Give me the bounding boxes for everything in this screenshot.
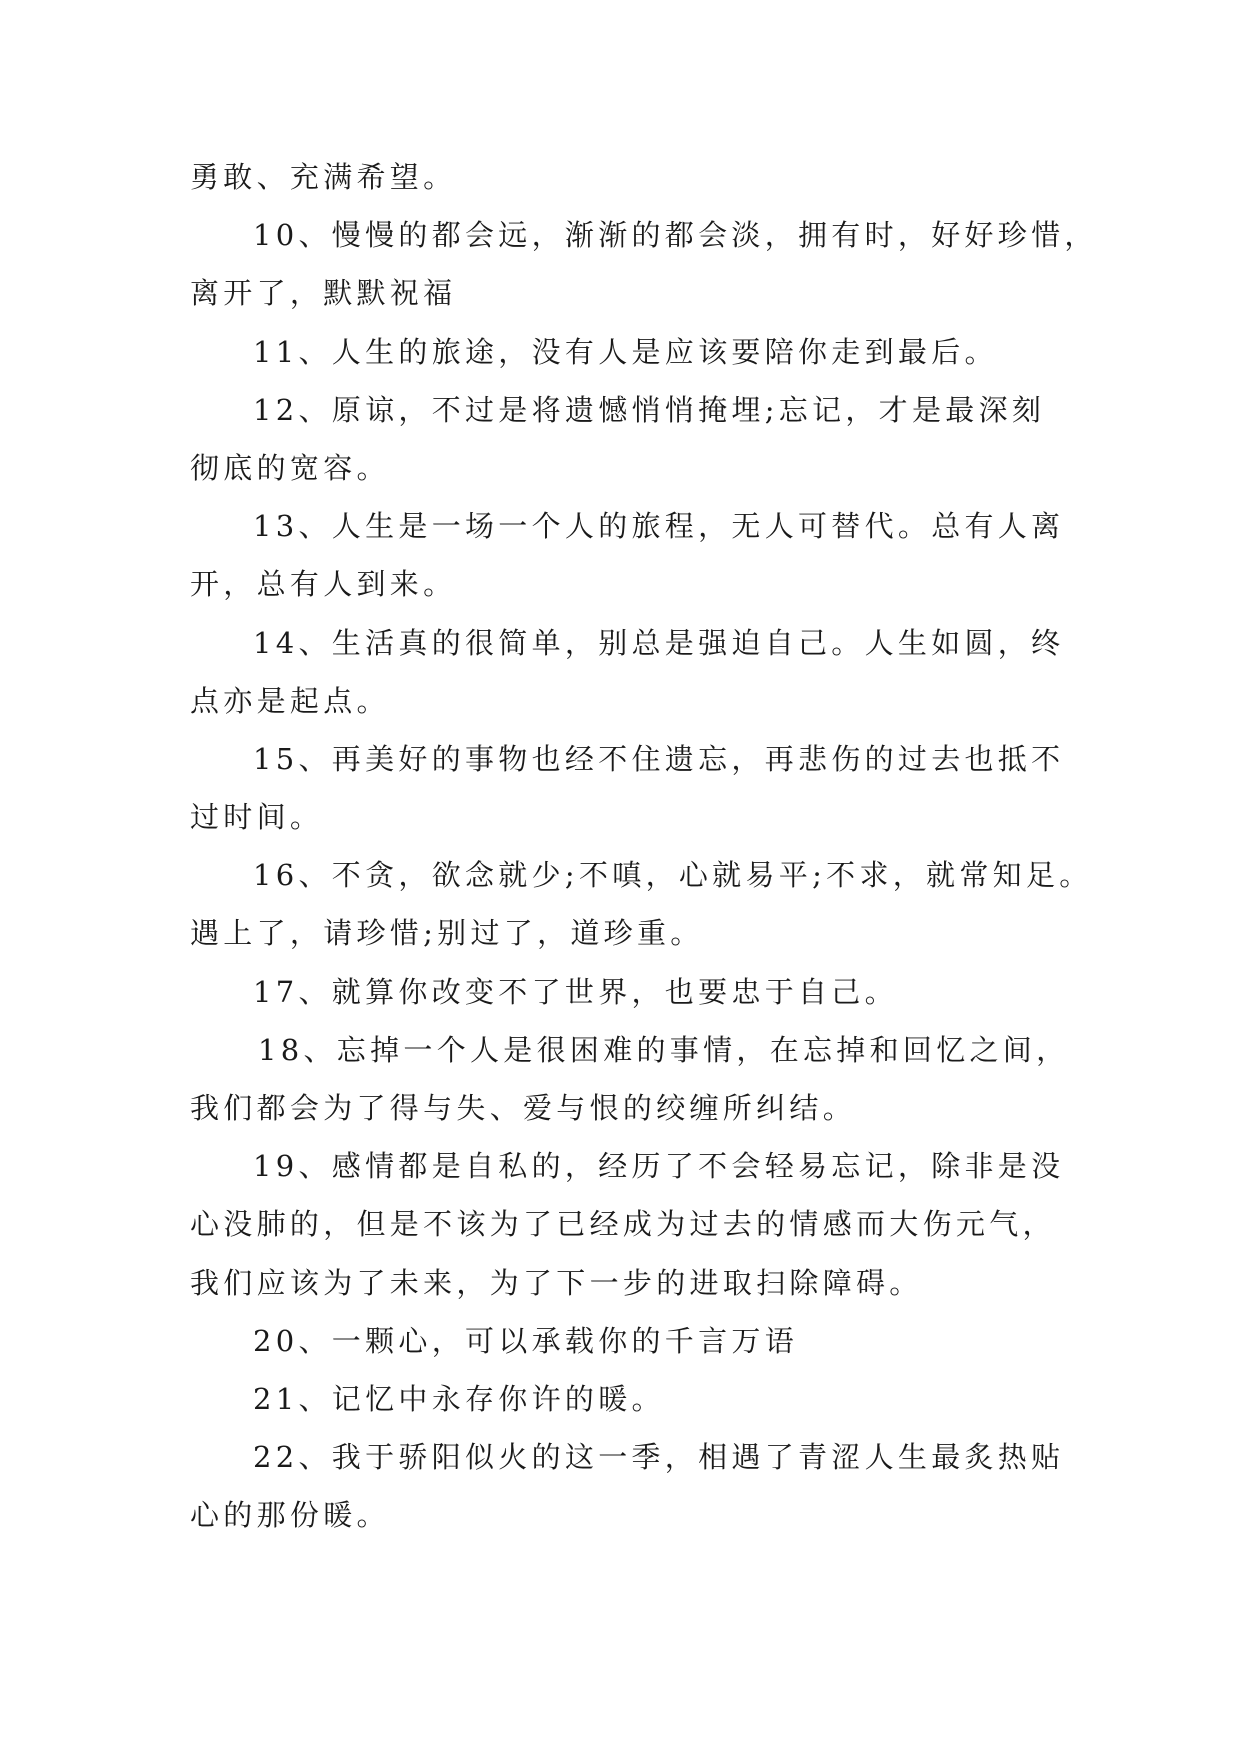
paragraph-12-line-2: 彻底的宽容。 <box>190 450 390 485</box>
document-body <box>190 148 1098 1545</box>
paragraph-13-line-2: 开，总有人到来。 <box>190 567 457 602</box>
paragraph-19-line-1: 19、感情都是自私的，经历了不会轻易忘记，除非是没 <box>253 1149 1065 1184</box>
paragraph-10-line-1: 10、慢慢的都会远，渐渐的都会淡，拥有时，好好珍惜， <box>253 218 1098 253</box>
paragraph-13-line-1: 13、人生是一场一个人的旅程，无人可替代。总有人离 <box>253 509 1065 544</box>
paragraph-19-line-2: 心没肺的，但是不该为了已经成为过去的情感而大伤元气， <box>190 1207 1056 1242</box>
paragraph-11: 11、人生的旅途，没有人是应该要陪你走到最后。 <box>253 334 998 369</box>
paragraph-22-line-1: 22、我于骄阳似火的这一季，相遇了青涩人生最炙热贴 <box>253 1440 1065 1475</box>
paragraph-16-line-2: 遇上了，请珍惜;别过了，道珍重。 <box>190 916 704 951</box>
paragraph-16-line-1: 16、不贪，欲念就少;不嗔，心就易平;不求，就常知足。 <box>253 858 1093 893</box>
paragraph-12-line-1: 12、原谅，不过是将遗憾悄悄掩埋;忘记，才是最深刻 <box>253 392 1046 427</box>
paragraph-19-line-3: 我们应该为了未来，为了下一步的进取扫除障碍。 <box>190 1265 923 1300</box>
paragraph-21: 21、记忆中永存你许的暖。 <box>253 1381 665 1416</box>
paragraph-14-line-2: 点亦是起点。 <box>190 683 390 718</box>
paragraph-17: 17、就算你改变不了世界，也要忠于自己。 <box>253 974 898 1009</box>
paragraph-15-line-2: 过时间。 <box>190 800 324 835</box>
paragraph-18-line-2: 我们都会为了得与失、爱与恨的绞缠所纠结。 <box>190 1091 857 1125</box>
text-line: 勇敢、充满希望。 <box>190 160 457 194</box>
paragraph-22-line-2: 心的那份暖。 <box>190 1498 390 1533</box>
paragraph-20: 20、一颗心，可以承载你的千言万语 <box>253 1323 799 1358</box>
paragraph-10-line-2: 离开了，默默祝福 <box>190 276 457 311</box>
paragraph-18-line-1: 18、忘掉一个人是很困难的事情，在忘掉和回忆之间， <box>258 1032 1070 1067</box>
paragraph-15-line-1: 15、再美好的事物也经不住遗忘，再悲伤的过去也抵不 <box>253 741 1065 776</box>
paragraph-14-line-1: 14、生活真的很简单，别总是强迫自己。人生如圆，终 <box>253 625 1065 660</box>
